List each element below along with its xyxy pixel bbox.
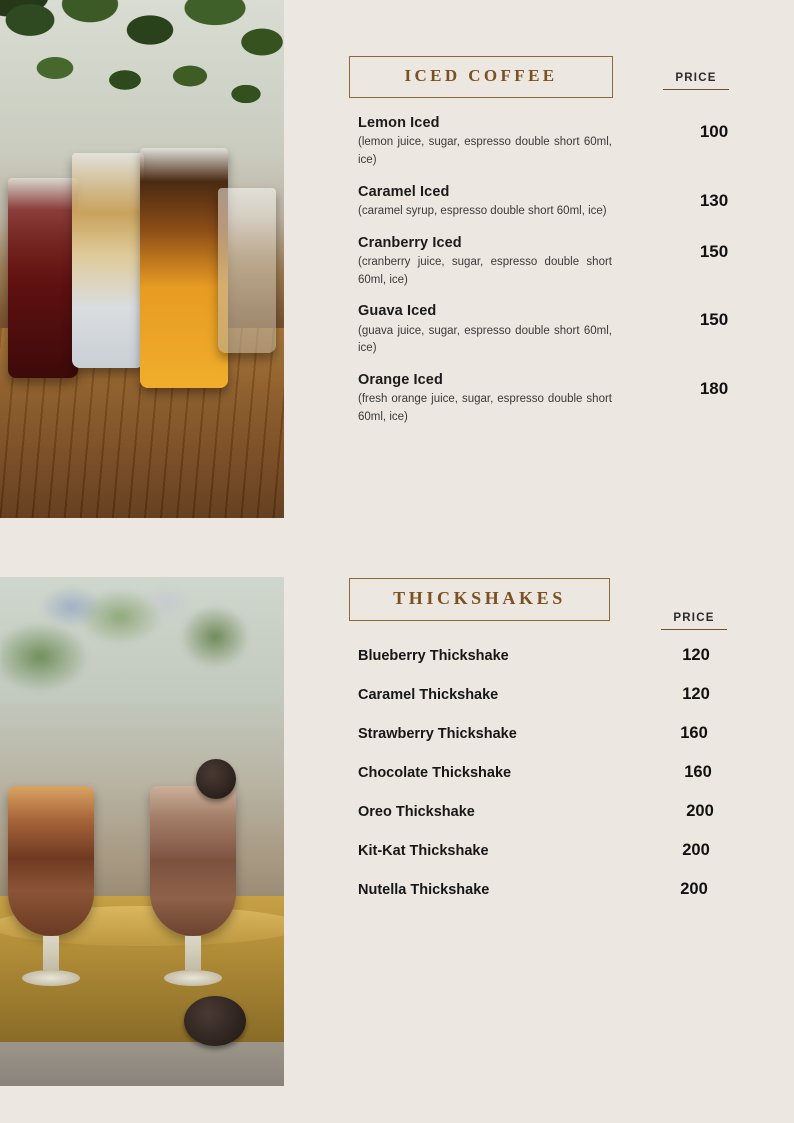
item-name: Lemon Iced	[358, 115, 440, 131]
item-price: 160	[680, 724, 708, 742]
iced-coffee-item-list	[349, 114, 749, 427]
item-price: 200	[682, 841, 710, 859]
ground-surface	[0, 1042, 284, 1086]
item-name: Kit-Kat Thickshake	[358, 843, 489, 859]
item-name: Chocolate Thickshake	[358, 765, 512, 781]
price-column-header: PRICE	[661, 612, 727, 630]
item-name: Guava Iced	[358, 303, 437, 320]
menu-item-row	[349, 802, 749, 821]
price-column-header: PRICE	[663, 72, 729, 90]
item-price: 120	[682, 685, 710, 703]
shake-glass-foot	[22, 970, 80, 986]
item-text	[349, 114, 614, 170]
section-title-thickshakes: THICKSHAKES	[349, 578, 610, 621]
menu-item-row	[349, 841, 749, 860]
shake-chocolate	[150, 786, 236, 986]
item-name: Orange Iced	[358, 372, 443, 389]
shake-glass-foot	[164, 970, 222, 986]
menu-item-row	[349, 646, 749, 665]
glass-cranberry	[8, 178, 78, 378]
menu-item-row	[349, 302, 749, 358]
shake-glass-stem	[185, 936, 201, 970]
item-text	[349, 183, 614, 221]
glass-orange	[140, 148, 228, 388]
menu-item-row	[349, 114, 749, 170]
item-name: Strawberry Thickshake	[358, 726, 517, 742]
section-thickshakes	[349, 578, 749, 919]
item-description: (caramel syrup, espresso double short 60ml, ice)	[358, 204, 607, 217]
glass-empty	[218, 188, 276, 353]
menu-item-row	[349, 763, 749, 782]
item-text	[349, 371, 614, 427]
item-price: 200	[680, 880, 708, 898]
item-text	[349, 234, 614, 290]
shake-glass-bowl	[8, 786, 94, 936]
item-name: Oreo Thickshake	[358, 804, 475, 820]
item-description: (cranberry juice, sugar, espresso double short 60ml, ice)	[358, 255, 612, 286]
item-price: 130	[699, 190, 729, 210]
item-text	[349, 302, 614, 358]
item-name: Caramel Thickshake	[358, 687, 499, 703]
iced-coffee-photo	[0, 0, 284, 518]
item-description: (guava juice, sugar, espresso double short 60ml, ice)	[358, 324, 612, 355]
item-price: 100	[699, 122, 729, 141]
menu-item-row	[349, 724, 749, 743]
thickshake-item-list	[349, 646, 749, 899]
oreo-cookie-icon	[184, 996, 246, 1046]
item-name: Blueberry Thickshake	[358, 648, 509, 664]
item-price: 160	[684, 763, 712, 781]
item-price: 150	[699, 310, 729, 330]
item-price: 150	[699, 241, 729, 261]
oreo-cookie-icon	[196, 759, 236, 799]
shake-glass-stem	[43, 936, 59, 970]
section-header	[349, 578, 749, 630]
glass-caramel	[72, 153, 144, 368]
section-header	[349, 56, 749, 98]
item-price: 200	[686, 802, 714, 820]
item-name: Nutella Thickshake	[358, 882, 490, 898]
item-description: (lemon juice, sugar, espresso double short 60ml, ice)	[358, 136, 612, 166]
section-iced-coffee	[349, 56, 749, 440]
menu-item-row	[349, 371, 749, 427]
item-price: 120	[682, 646, 710, 664]
section-title-iced-coffee: ICED COFFEE	[349, 56, 613, 98]
menu-item-row	[349, 183, 749, 221]
shake-glass-bowl	[150, 786, 236, 936]
shake-caramel	[8, 786, 94, 986]
item-name: Caramel Iced	[358, 183, 450, 200]
thickshake-photo	[0, 577, 284, 1086]
menu-item-row	[349, 685, 749, 704]
footer-strip	[0, 1086, 794, 1123]
menu-item-row	[349, 880, 749, 899]
item-name: Cranberry Iced	[358, 234, 462, 251]
menu-item-row	[349, 234, 749, 290]
item-description: (fresh orange juice, sugar, espresso double short 60ml, ice)	[358, 393, 612, 424]
item-price: 180	[699, 379, 729, 399]
